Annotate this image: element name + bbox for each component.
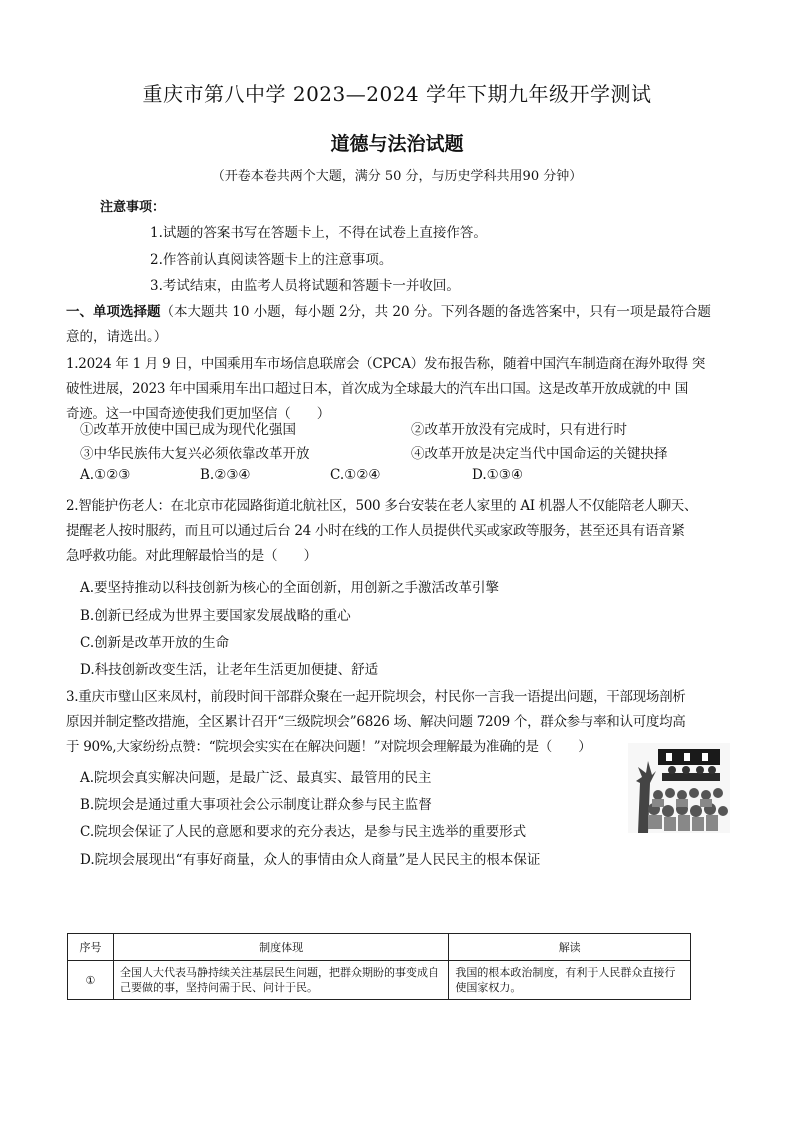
question-line: 于 90%,大家纷纷点赞：“院坝会实实在在解决问题！”对院坝会理解最为准确的是（ ） bbox=[66, 739, 592, 755]
question-line: 急呼救功能。对此理解最恰当的是（ ） bbox=[66, 548, 317, 564]
question-line: 奇迹。这一中国奇迹使我们更加坚信（ ） bbox=[66, 406, 330, 422]
note-item: 3.考试结束，由监考人员将试题和答题卡一并收回。 bbox=[150, 278, 460, 294]
q3-option-c: C.院坝会保证了人民的意愿和要求的充分表达，是参与民主选举的重要形式 bbox=[80, 824, 527, 840]
exam-title: 重庆市第八中学 2023—2024 学年下期九年级开学测试 bbox=[142, 82, 652, 106]
question-line: 2.智能护伤老人：在北京市花园路街道北航社区，500 多台安装在老人家里的 AI 机器人不仅能陪老人聊天、 bbox=[66, 498, 698, 514]
section-1-heading: 一、单项选择题 bbox=[66, 304, 161, 320]
exam-info: （开卷本卷共两个大题，满分 50 分，与历史学科共用90 分钟） bbox=[211, 169, 583, 184]
question-line: 3.重庆市璧山区来凤村，前段时间干部群众聚在一起开院坝会，村民你一言我一语提出问题，干部现场剖析 bbox=[66, 689, 686, 705]
q1-statement-2: ②改革开放没有完成时，只有进行时 bbox=[411, 422, 627, 438]
question-line: 1.2024 年 1 月 9 日，中国乘用车市场信息联席会（CPCA）发布报告称，随着中国汽车制造商在海外取得 突 bbox=[66, 356, 706, 372]
question-1-stem bbox=[66, 352, 726, 427]
question-2-stem bbox=[66, 494, 726, 569]
question-line: 原因并制定整改措施，全区累计召开“三级院坝会”6826 场、解决问题 7209 个，群众参与率和认可度均高 bbox=[66, 714, 686, 730]
section-1-desc: （本大题共 10 小题，每小题 2分，共 20 分。下列各题的备选答案中，只有一项是最符合题 bbox=[160, 304, 711, 320]
section-1-intro bbox=[66, 300, 726, 350]
q2-option-c: C.创新是改革开放的生命 bbox=[80, 635, 230, 651]
question-line: 提醒老人按时服药，而且可以通过后台 24 小时在线的工作人员提供代买或家政等服务，甚至还具有语音紧 bbox=[66, 523, 685, 539]
q1-option-a: A.①②③ bbox=[80, 467, 131, 483]
note-item: 1.试题的答案书写在答题卡上，不得在试卷上直接作答。 bbox=[150, 225, 487, 241]
q3-option-d: D.院坝会展现出“有事好商量，众人的事情由众人商量”是人民民主的根本保证 bbox=[80, 852, 541, 868]
q1-option-d: D.①③④ bbox=[472, 467, 523, 483]
system-table bbox=[67, 933, 691, 1000]
q1-statement-1: ①改革开放使中国已成为现代化强国 bbox=[80, 422, 296, 438]
column-header: 解读 bbox=[449, 934, 691, 961]
q2-option-d: D.科技创新改变生活，让老年生活更加便捷、舒适 bbox=[80, 662, 379, 678]
notes-heading: 注意事项： bbox=[100, 200, 166, 215]
q1-statement-3: ③中华民族伟大复兴必须依靠改革开放 bbox=[80, 446, 310, 462]
q2-option-a: A.要坚持推动以科技创新为核心的全面创新，用创新之手激活改革引擎 bbox=[80, 580, 500, 596]
q3-option-b: B.院坝会是通过重大事项社会公示制度让群众参与民主监督 bbox=[80, 797, 432, 813]
table-header-row bbox=[68, 934, 691, 961]
subject-title: 道德与法治试题 bbox=[330, 133, 464, 155]
column-header: 序号 bbox=[68, 934, 114, 961]
column-header: 制度体现 bbox=[113, 934, 448, 961]
q1-option-c: C.①②④ bbox=[330, 467, 381, 483]
question-3-stem bbox=[66, 685, 726, 760]
section-1-desc-cont: 意的，请选出。） bbox=[66, 329, 168, 345]
table-cell-system: 全国人大代表马静持续关注基层民生问题，把群众期盼的事变成自己要做的事，坚持问需于民、问计于民。 bbox=[113, 961, 448, 1000]
q2-option-b: B.创新已经成为世界主要国家发展战略的重心 bbox=[80, 608, 351, 624]
table-cell-reading: 我国的根本政治制度，有利于人民群众直接行使国家权力。 bbox=[449, 961, 691, 1000]
courtyard-meeting-illustration bbox=[628, 743, 730, 833]
q1-statement-4: ④改革开放是决定当代中国命运的关键抉择 bbox=[411, 446, 668, 462]
note-item: 2.作答前认真阅读答题卡上的注意事项。 bbox=[150, 252, 393, 268]
q3-option-a: A.院坝会真实解决问题，是最广泛、最真实、最管用的民主 bbox=[80, 770, 432, 786]
table-row bbox=[68, 961, 691, 1000]
question-line: 破性进展，2023 年中国乘用车出口超过日本，首次成为全球最大的汽车出口国。这是改革开放成就的中 国 bbox=[66, 381, 688, 397]
table-cell-number: ① bbox=[68, 961, 114, 1000]
q1-option-b: B.②③④ bbox=[200, 467, 251, 483]
